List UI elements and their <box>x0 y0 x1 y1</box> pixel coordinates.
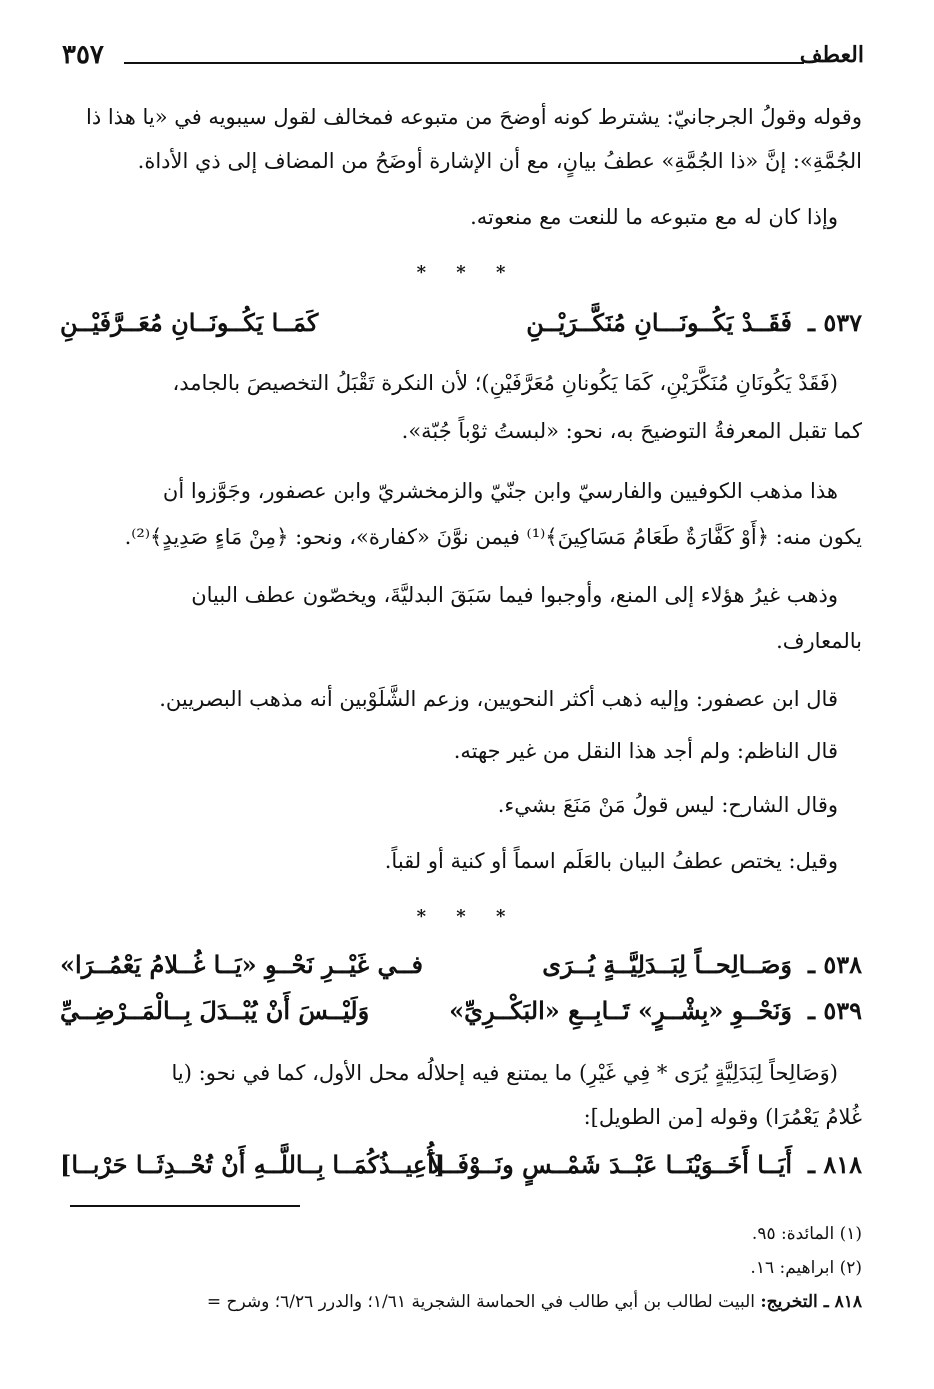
paragraph-line: وقيل: يختص عطفُ البيان بالعَلَم اسماً أو كنية أو لقباً. <box>384 849 838 873</box>
verse-hemistich-first: أَيَــا أَخَــوَيْنَــا عَبْــدَ شَمْــسٍ ونَــوْفَــلاَ <box>429 1150 792 1179</box>
footnote-text: البيت لطالب بن أبي طالب في الحماسة الشجرية ١/٦١؛ والدرر ٦/٢٦؛ وشرح = <box>206 1292 755 1312</box>
paragraph-line: كما تقبل المعرفةُ التوضيحَ به، نحو: «لبستُ ثوْباً جُبّة». <box>401 419 862 443</box>
header-rule <box>124 62 804 64</box>
verse-hemistich-second: كَمَــا يَكُــونَــانِ مُعَــرَّفَيْــنِ <box>60 308 319 337</box>
footnote-label: ٨١٨ ـ التخريج: <box>760 1292 862 1312</box>
page-number: ٣٥٧ <box>62 40 104 70</box>
verse-hemistich-first: وَنَحْــوِ «بِشْــرٍ» تَــابِــعِ «البَكْــرِيِّ» <box>449 996 792 1025</box>
verse-number: ٥٣٧ ـ <box>807 308 862 337</box>
paragraph-line: قال ابن عصفور: وإليه ذهب أكثر النحويين، وزعم الشَّلَوْبين أنه مذهب البصريين. <box>159 687 838 711</box>
verse-537 <box>60 308 862 352</box>
footnote-1: (١) المائدة: ٩٥. <box>751 1224 862 1244</box>
paragraph-line: (فَقَدْ يَكُونَانِ مُنَكَّرَيْنِ، كَمَا يَكُونانِ مُعَرَّفَيْنِ)؛ لأن النكرة تَقْبَلُ التخصيصَ بالجامد، <box>172 371 838 395</box>
footnote-2: (٢) ابراهيم: ١٦. <box>750 1258 862 1278</box>
paragraph-line: وذهب غيرُ هؤلاء إلى المنع، وأوجبوا فيما سَبَقَ البدليَّةَ، ويخصّون عطف البيان <box>191 583 838 607</box>
verse-hemistich-first: فَقَــدْ يَكُــونَـــانِ مُنَكَّــرَيْــنِ <box>526 308 792 337</box>
verse-number: ٥٣٨ ـ <box>807 950 862 979</box>
chapter-title: العطف <box>799 42 864 68</box>
paragraph-line: بالمعارف. <box>776 629 862 653</box>
paragraph-line: وقال الشارح: ليس قولُ مَنْ مَنَعَ بشيء. <box>497 793 838 817</box>
verse-hemistich-second: وَلَيْــسَ أَنْ يُبْــدَلَ بِــالْمَــرْضِــيِّ <box>60 996 370 1025</box>
paragraph-line: (وَصَالِحاً لِبَدَلِيَّةٍ يُرَى * فِي غَيْرِ) ما يمتنع فيه إحلالُه محل الأول، كما في نحو: (يا <box>171 1061 838 1085</box>
verse-539 <box>60 996 862 1040</box>
paragraph-line: وإذا كان له مع متبوعه ما للنعت مع منعوته. <box>470 205 838 229</box>
section-separator: * * * <box>416 262 518 283</box>
section-separator: * * * <box>416 906 518 927</box>
footnote-3 <box>62 1292 862 1312</box>
paragraph-line: وقوله وقولُ الجرجانيّ: يشترط كونه أوضحَ من متبوعه فمخالف لقول سيبويه في «يا هذا ذا <box>85 105 862 129</box>
verse-538 <box>60 950 862 994</box>
paragraph-line: الجُمَّةِ»: إنَّ «ذا الجُمَّةِ» عطفُ بيانٍ، مع أن الإشارة أوضَحُ من المضاف إلى ذي الأداة. <box>137 149 862 173</box>
verse-number: ٥٣٩ ـ <box>807 996 862 1025</box>
page-header <box>62 40 864 76</box>
paragraph-line: يكون منه: ﴿أَوْ كَفَّارَةٌ طَعَامُ مَسَاكِينَ﴾⁽¹⁾ فيمن نوَّنَ «كفارة»، ونحو: ﴿مِنْ مَاءٍ صَدِيدٍ﴾⁽²⁾. <box>124 525 862 549</box>
footnote-rule <box>70 1205 300 1207</box>
paragraph-line: هذا مذهب الكوفيين والفارسيّ وابن جنّيّ والزمخشريّ وابن عصفور، وجَوَّزوا أن <box>162 479 838 503</box>
verse-hemistich-second: فــي غَيْــرِ نَحْــوِ «يَــا غُــلامُ يَعْمُــرَا» <box>60 950 423 979</box>
verse-hemistich-first: وَصَــالِحــاً لِبَــدَلِيَّــةٍ يُــرَى <box>542 950 792 979</box>
verse-hemistich-second: [أُعِيــذُكُمَــا بِــاللَّــهِ أَنْ تُحْــدِثَــا حَرْبــا] <box>60 1150 446 1179</box>
verse-818 <box>60 1150 862 1194</box>
verse-number: ٨١٨ ـ <box>807 1150 862 1179</box>
paragraph-line: غُلامُ يَعْمُرَا) وقوله [من الطويل]: <box>583 1105 862 1129</box>
paragraph-line: قال الناظم: ولم أجد هذا النقل من غير جهته. <box>453 739 838 763</box>
